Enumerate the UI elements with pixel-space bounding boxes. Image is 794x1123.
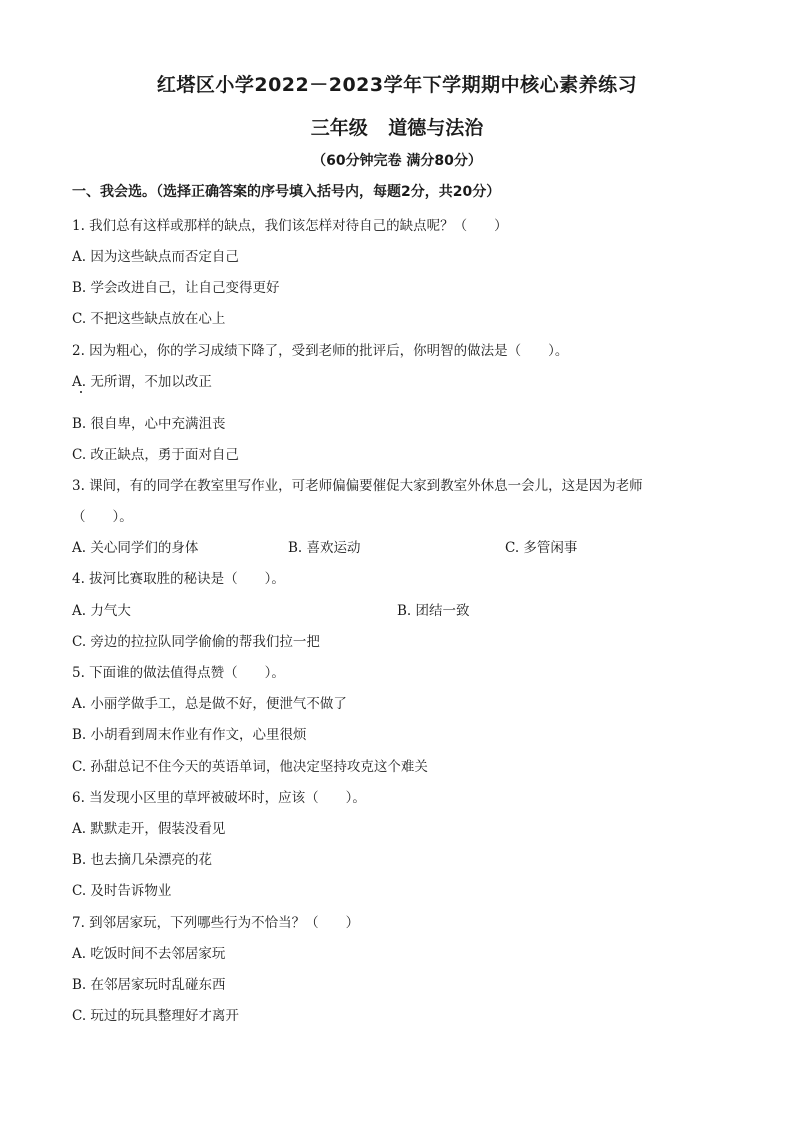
option-a: A. 默默走开，假装没看见 [72,821,226,837]
option-b: B. 小胡看到周末作业有作文，心里很烦 [72,727,307,743]
option-c: C. 多管闲事 [505,540,578,556]
option-c: C. 孙甜总记不住今天的英语单词，他决定坚持攻克这个难关 [72,759,428,775]
question-stem: 7. 到邻居家玩，下列哪些行为不恰当？（ ） [72,915,360,931]
question-stem: 6. 当发现小区里的草坪被破坏时，应该（ ）。 [72,790,366,806]
option-c: C. 不把这些缺点放在心上 [72,311,226,327]
option-a: A. 力气大 [72,603,131,619]
time-info: （60分钟完卷 满分80分） [312,153,482,169]
option-b: B. 喜欢运动 [288,540,361,556]
page-subtitle: 三年级 道德与法治 [310,117,484,139]
option-b: B. 团结一致 [397,603,470,619]
option-b: B. 在邻居家玩时乱碰东西 [72,977,226,993]
option-c: C. 旁边的拉拉队同学偷偷的帮我们拉一把 [72,634,320,650]
section-heading: 一、我会选。（选择正确答案的序号填入括号内，每题2分，共20分） [72,184,501,200]
option-a: A. 小丽学做手工，总是做不好，便泄气不做了 [72,696,347,712]
option-c: C. 改正缺点，勇于面对自己 [72,447,239,463]
stray-mark [80,391,82,393]
page-title: 红塔区小学2022－2023学年下学期期中核心素养练习 [156,74,638,96]
question-stem: 3. 课间，有的同学在教室里写作业，可老师偏偏要催促大家到教室外休息一会儿，这是因为老师 [72,478,643,494]
option-a: A. 关心同学们的身体 [72,540,199,556]
option-b: B. 也去摘几朵漂亮的花 [72,852,213,868]
question-stem: 1. 我们总有这样或那样的缺点，我们该怎样对待自己的缺点呢？（ ） [72,218,508,234]
question-stem-continued: （ ）。 [72,509,133,525]
option-b: B. 很自卑，心中充满沮丧 [72,416,226,432]
option-a: A. 无所谓，不加以改正 [72,374,212,390]
option-b: B. 学会改进自己，让自己变得更好 [72,280,280,296]
option-c: C. 玩过的玩具整理好才离开 [72,1008,239,1024]
question-stem: 5. 下面谁的做法值得点赞（ ）。 [72,665,285,681]
question-stem: 4. 拔河比赛取胜的秘诀是（ ）。 [72,571,285,587]
question-stem: 2. 因为粗心，你的学习成绩下降了，受到老师的批评后，你明智的做法是（ ）。 [72,343,569,359]
option-a: A. 因为这些缺点而否定自己 [72,249,239,265]
option-c: C. 及时告诉物业 [72,883,172,899]
option-a: A. 吃饭时间不去邻居家玩 [72,946,226,962]
